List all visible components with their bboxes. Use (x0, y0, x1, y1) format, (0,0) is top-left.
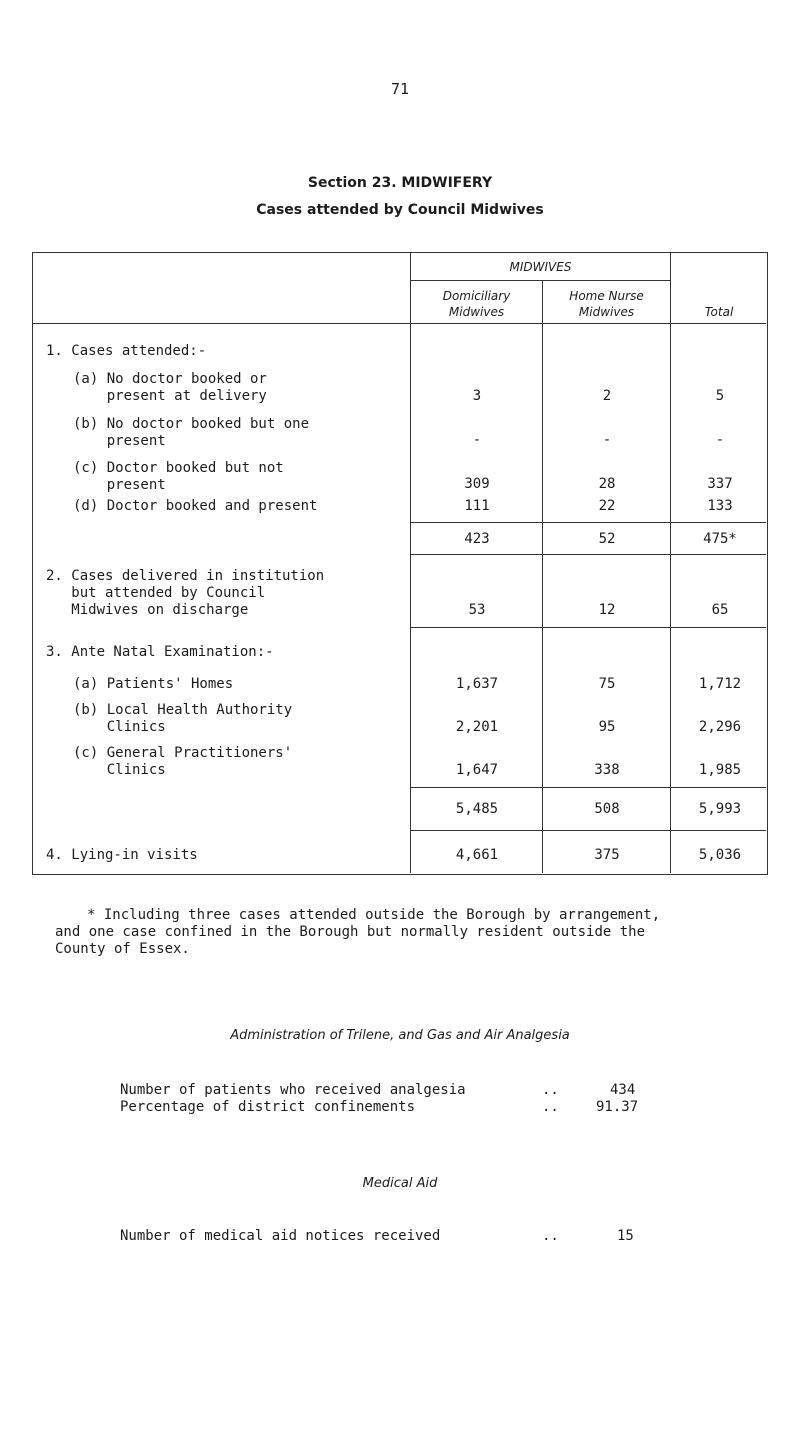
subtotal-rule (410, 522, 766, 523)
value-cell: 2 (602, 388, 612, 404)
section-1-heading: 1. Cases attended:- (46, 343, 207, 359)
value-cell: 2,296 (698, 719, 742, 735)
value-cell: 375 (594, 847, 620, 863)
analgesia-label: Number of patients who received analgesia (120, 1082, 466, 1098)
value-cell: 1,712 (698, 676, 742, 692)
value-cell: 111 (464, 498, 490, 514)
value-cell: 5,036 (698, 847, 742, 863)
subtotal-cell: 5,993 (698, 801, 742, 817)
row-label: (c) General Practitioners' Clinics (73, 745, 293, 778)
value-cell: 337 (707, 476, 733, 492)
section-subtitle: Cases attended by Council Midwives (256, 202, 544, 218)
domiciliary-header: Domiciliary Midwives (442, 289, 511, 319)
percentage-value: 91.37 (596, 1099, 639, 1115)
page-number: 71 (390, 80, 410, 98)
medical-aid-title: Medical Aid (362, 1176, 438, 1191)
analgesia-title: Administration of Trilene, and Gas and Air Analgesia (230, 1028, 570, 1043)
section-3-heading: 3. Ante Natal Examination:- (46, 644, 274, 660)
subtotal-cell: 423 (464, 531, 490, 547)
row-label: (a) Patients' Homes (73, 676, 234, 692)
column-divider (670, 253, 671, 873)
header-bottom-rule (33, 323, 766, 324)
subtotal-rule (410, 830, 766, 831)
value-cell: 309 (464, 476, 490, 492)
column-divider (542, 281, 543, 873)
section-4-label: 4. Lying-in visits (46, 847, 198, 863)
value-cell: 1,637 (455, 676, 499, 692)
subtotal-rule (410, 554, 766, 555)
value-cell: 5 (715, 388, 725, 404)
subtotal-cell: 508 (594, 801, 620, 817)
leader-dots: .. (542, 1228, 559, 1244)
total-header: Total (704, 305, 734, 319)
row-label: (d) Doctor booked and present (73, 498, 318, 514)
value-cell: 2,201 (455, 719, 499, 735)
midwives-group-header: MIDWIVES (509, 260, 572, 274)
row-label: (a) No doctor booked or present at delivery (73, 371, 267, 404)
value-cell: 28 (598, 476, 616, 492)
value-cell: 75 (598, 676, 616, 692)
value-cell: 4,661 (455, 847, 499, 863)
value-cell: 53 (468, 602, 486, 618)
percentage-label: Percentage of district confinements (120, 1099, 416, 1115)
column-divider (410, 253, 411, 873)
medical-aid-label: Number of medical aid notices received (120, 1228, 441, 1244)
leader-dots: .. (542, 1082, 559, 1098)
footnote: * Including three cases attended outside the Borough by arrangement, and one case confined in the Borough but normally resident outside the County of Essex. (55, 907, 661, 957)
value-cell: - (602, 432, 612, 448)
row-label: (b) Local Health Authority Clinics (73, 702, 293, 735)
home-nurse-header: Home Nurse Midwives (569, 289, 644, 319)
section-title: Section 23. MIDWIFERY (307, 175, 493, 191)
section-2-label: 2. Cases delivered in institution but attended by Council Midwives on discharge (46, 568, 325, 618)
value-cell: 338 (594, 762, 620, 778)
value-cell: 65 (711, 602, 729, 618)
medical-aid-value: 15 (617, 1228, 634, 1244)
value-cell: - (472, 432, 482, 448)
row-label: (b) No doctor booked but one present (73, 416, 310, 449)
subtotal-cell: 5,485 (455, 801, 499, 817)
subtotal-cell: 52 (598, 531, 616, 547)
value-cell: - (715, 432, 725, 448)
leader-dots: .. (542, 1099, 559, 1115)
subtotal-rule (410, 787, 766, 788)
value-cell: 22 (598, 498, 616, 514)
header-divider (410, 280, 670, 281)
value-cell: 1,647 (455, 762, 499, 778)
value-cell: 95 (598, 719, 616, 735)
value-cell: 133 (707, 498, 733, 514)
analgesia-value: 434 (610, 1082, 636, 1098)
section-rule (410, 627, 766, 628)
value-cell: 1,985 (698, 762, 742, 778)
midwifery-table (32, 252, 768, 875)
subtotal-cell: 475* (703, 531, 737, 547)
value-cell: 3 (472, 388, 482, 404)
row-label: (c) Doctor booked but not present (73, 460, 284, 493)
value-cell: 12 (598, 602, 616, 618)
